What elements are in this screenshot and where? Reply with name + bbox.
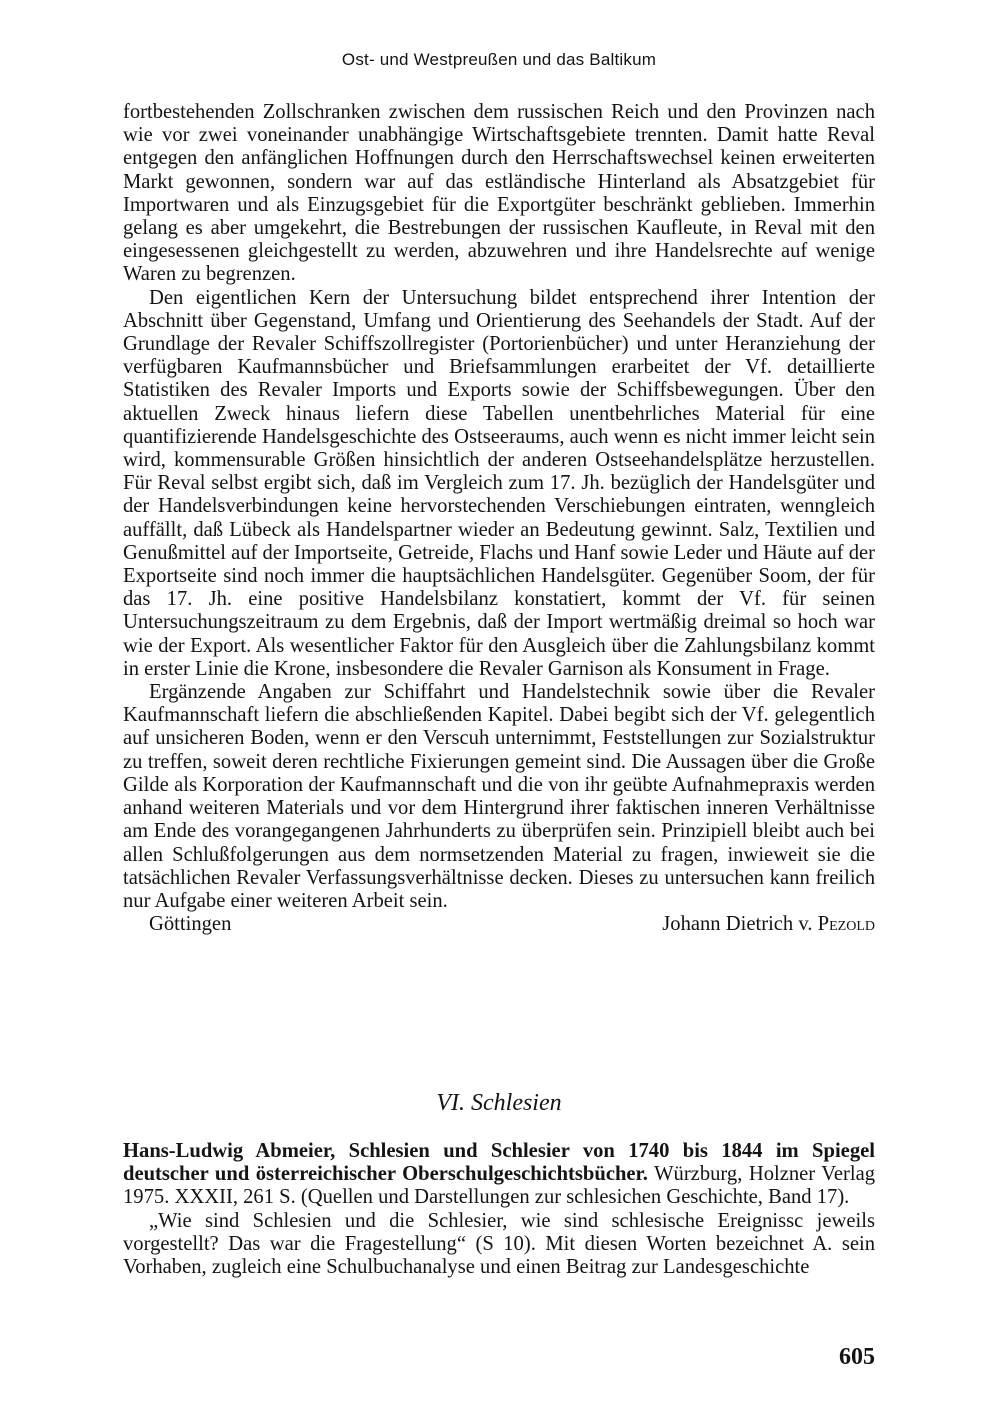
bibliographic-entry <box>123 1140 875 1210</box>
signature-name-prefix: Johann Dietrich v. <box>662 913 813 936</box>
bib-title: Hans-Ludwig Abmeier, Schlesien und Schlesier von 1740 bis 1844 im Spiegel deutscher und österreichischer Oberschulgeschichtsbücher. <box>123 1140 875 1186</box>
paragraph: „Wie sind Schlesien und die Schlesier, wie sind schlesische Ereignissc jeweils vorgestellt? Das war die Fragestellung“ (S 10). Mit diesen Worten bezeichnet A. sein Vorhaben, zugleich eine Schulbuchanalyse und einen Beitrag zur Landesgeschichte <box>123 1209 875 1279</box>
paragraph: Ergänzende Angaben zur Schiffahrt und Handelstechnik sowie über die Revaler Kaufmannschaft liefern die abschließenden Kapitel. Dabei begibt sich der Vf. gelegentlich auf unsicheren Boden, wenn er den Verscuh unternimmt, Feststellungen zur Sozialstruktur zu treffen, soweit deren rechtliche Fixierungen gemeint sind. Die Aussagen über die Große Gilde als Korporation der Kaufmannschaft und die von ihr geübte Aufnahmepraxis werden anhand weiteren Materials und vor dem Hintergrund ihrer faktischen inneren Verhältnisse am Ende des vorangegangenen Jahrhunderts zu überprüfen sein. Prinzipiell bleibt auch bei allen Schlußfolgerungen aus dem normsetzenden Material zu fragen, inwieweit sie die tatsächlichen Revaler Verfassungsverhältnisse decken. Dieses zu untersuchen kann freilich nur Aufgabe einer weiteren Arbeit sein. <box>123 681 875 912</box>
running-head: Ost- und Westpreußen und das Baltikum <box>341 50 657 69</box>
paragraph: Den eigentlichen Kern der Untersuchung bildet entsprechend ihrer Intention der Abschnitt über Gegenstand, Umfang und Orientierung des Seehandels der Stadt. Auf der Grundlage der Revaler Schiffszollregister (Portorienbücher) und unter Heranziehung der verfügbaren Kaufmannsbücher und Briefsammlungen erarbeitet der Vf. detaillierte Statistiken des Revaler Imports und Exports sowie der Schiffsbewegungen. Über den aktuellen Zweck hinaus liefern diese Tabellen unentbehrliches Material für eine quantifizierende Handelsgeschichte des Ostseeraums, auch wenn es nicht immer leicht sein wird, kommensurable Größen hinsichtlich der anderen Ostseehandelsplätze herzustellen. Für Reval selbst ergibt sich, daß im Vergleich zum 17. Jh. bezüglich der Handelsgüter und der Handelsverbindungen keine hervorstechenden Verschiebungen eintraten, wenngleich auffällt, daß Lübeck als Handelspartner wieder an Bedeutung gewinnt. Salz, Textilien und Genußmittel auf der Importseite, Getreide, Flachs und Hanf sowie Leder und Häute auf der Exportseite sind noch immer die hauptsächlichen Handelsgüter. Gegenüber Soom, der für das 17. Jh. eine positive Handelsbilanz konstatiert, kommt der Vf. für seinen Untersuchungszeitraum zu dem Ergebnis, daß der Import wertmäßig dreimal so hoch war wie der Export. Als wesentlicher Faktor für den Ausgleich über die Zahlungsbilanz kommt in erster Linie die Krone, insbesondere die Revaler Garnison als Konsument in Frage. <box>123 286 875 680</box>
review-body <box>123 101 875 936</box>
section-heading: VI. Schlesien <box>436 1090 562 1116</box>
signature-line <box>123 913 875 936</box>
review-entry <box>123 1140 875 1279</box>
paragraph: fortbestehenden Zollschranken zwischen dem russischen Reich und den Provinzen nach wie vor zwei voneinander unabhängige Wirtschaftsgebiete trennten. Damit hatte Reval entgegen den anfänglichen Hoffnungen durch den Herrschaftswechsel keinen erweiterten Markt gewonnen, sondern war auf das estländische Hinterland als Absatzgebiet für Importwaren und als Einzugsgebiet für die Exportgüter beschränkt geblieben. Immerhin gelang es aber umgekehrt, die Bestrebungen der russischen Kaufleute, in Reval mit den eingesessenen gleichgestellt zu werden, abzuwehren und ihre Handelsrechte auf wenige Waren zu begrenzen. <box>123 101 875 286</box>
bib-publication: Würzburg, Holzner Verlag 1975. XXXII, 261 S. (Quellen und Darstellungen zur schlesichen Geschichte, Band 17). <box>123 1163 876 1209</box>
document-page <box>123 0 875 1419</box>
page-number: 605 <box>839 1344 875 1370</box>
signature-author <box>662 913 875 936</box>
signature-place: Göttingen <box>149 913 232 936</box>
signature-surname: Pezold <box>817 913 875 936</box>
